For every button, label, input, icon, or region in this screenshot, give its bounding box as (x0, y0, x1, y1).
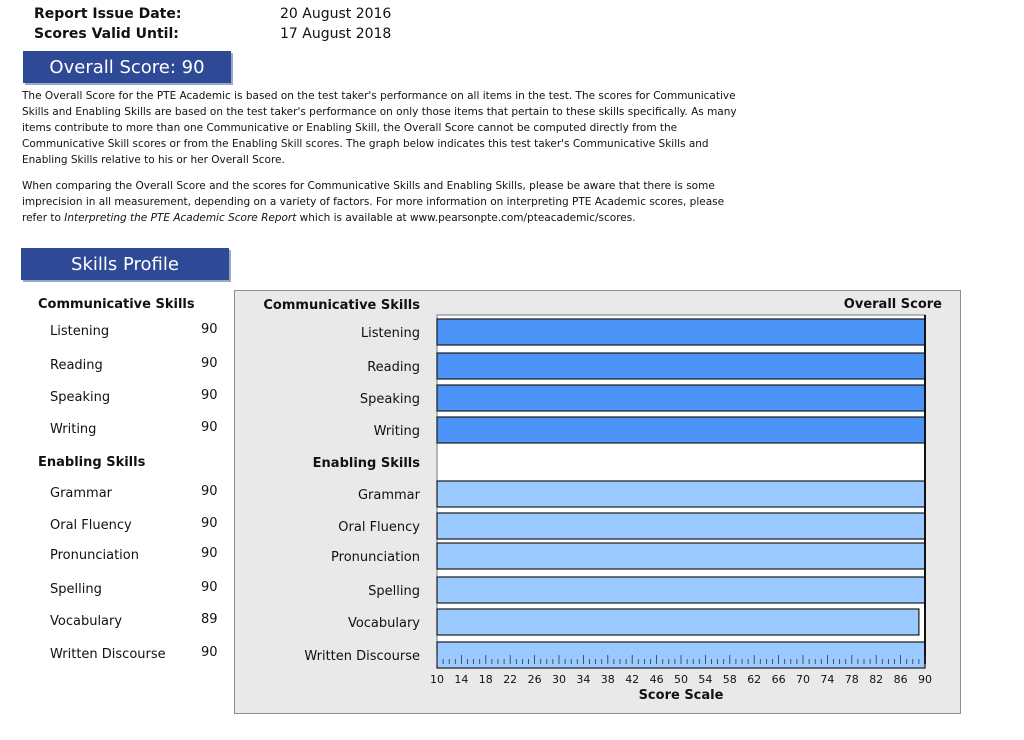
x-tick-label-78: 78 (844, 673, 859, 686)
issue-date-label: Report Issue Date: (34, 6, 182, 22)
x-tick-label-70: 70 (796, 673, 810, 686)
bar-oral-fluency (437, 513, 925, 539)
chart-skill-label-grammar: Grammar (357, 488, 420, 503)
x-tick-label-30: 30 (552, 673, 566, 686)
x-tick-label-22: 22 (503, 673, 518, 686)
note-text-before: When comparing the Overall Score and the scores for Communicative Skills and Enabling Skills, please be aware that there is some imprecision in all measurement, depending on a variety of factors. For more information on interpreting PTE Academic scores, please refer to (22, 180, 725, 224)
overall-explanation-paragraph: The Overall Score for the PTE Academic is based on the test taker's performance on all items in the test. The scores for Communicative Skills and Enabling Skills are based on the test taker's performance on only those items that pertain to these skills specifically. As many items contribute to more than one Communicative or Enabling Skill, the Overall Score cannot be computed directly from the Communicative Skill scores or from the Enabling Skill scores. The graph below indicates this test taker's Communicative Skills and Enabling Skills relative to his or her Overall Score. (22, 90, 737, 166)
list-skill-score-written-discourse: 90 (201, 645, 218, 660)
chart-skill-label-listening: Listening (360, 326, 420, 341)
skills-profile-banner: Skills Profile (21, 248, 229, 280)
list-skill-label-reading: Reading (50, 358, 103, 373)
comparison-note-paragraph (22, 178, 742, 226)
list-skill-score-pronunciation: 90 (201, 546, 218, 561)
chart-group-heading-enabling-skills: Enabling Skills (312, 456, 420, 471)
bar-writing (437, 417, 925, 443)
list-skill-label-writing: Writing (50, 422, 97, 437)
x-tick-label-90: 90 (918, 673, 932, 686)
list-skill-label-spelling: Spelling (50, 582, 102, 597)
skills-chart-svg (235, 291, 960, 713)
list-skill-label-oral-fluency: Oral Fluency (50, 518, 132, 533)
x-tick-label-74: 74 (820, 673, 835, 686)
valid-until-value: 17 August 2018 (280, 26, 392, 42)
x-tick-label-46: 46 (649, 673, 664, 686)
list-skill-label-listening: Listening (50, 324, 110, 339)
skills-profile-chart (234, 290, 961, 714)
x-tick-label-26: 26 (527, 673, 542, 686)
x-tick-label-62: 62 (747, 673, 762, 686)
x-tick-label-18: 18 (478, 673, 493, 686)
x-tick-label-82: 82 (869, 673, 884, 686)
valid-until-label: Scores Valid Until: (34, 26, 179, 42)
list-skill-score-speaking: 90 (201, 388, 218, 403)
x-tick-label-50: 50 (674, 673, 688, 686)
list-skill-score-vocabulary: 89 (201, 612, 218, 627)
x-tick-label-42: 42 (625, 673, 640, 686)
list-skill-score-oral-fluency: 90 (201, 516, 218, 531)
overall-score-banner: Overall Score: 90 (23, 51, 231, 83)
x-tick-label-54: 54 (698, 673, 713, 686)
x-tick-label-10: 10 (430, 673, 444, 686)
x-tick-label-58: 58 (722, 673, 737, 686)
x-tick-label-34: 34 (576, 673, 591, 686)
list-skill-score-listening: 90 (201, 322, 218, 337)
list-skill-score-reading: 90 (201, 356, 218, 371)
list-skill-label-pronunciation: Pronunciation (50, 548, 139, 563)
list-skill-score-writing: 90 (201, 420, 218, 435)
x-axis-title: Score Scale (638, 688, 724, 703)
list-skill-label-vocabulary: Vocabulary (50, 614, 123, 629)
list-group-heading-communicative-skills: Communicative Skills (38, 297, 195, 312)
bar-pronunciation (437, 543, 925, 569)
chart-skill-label-reading: Reading (367, 360, 420, 375)
chart-skill-label-spelling: Spelling (368, 584, 420, 599)
chart-group-heading-communicative-skills: Communicative Skills (263, 298, 420, 313)
issue-date-value: 20 August 2016 (280, 6, 392, 22)
chart-skill-label-written-discourse: Written Discourse (304, 649, 420, 664)
list-skill-label-grammar: Grammar (50, 486, 113, 501)
list-skill-label-written-discourse: Written Discourse (50, 647, 166, 662)
list-skill-score-grammar: 90 (201, 484, 218, 499)
chart-skill-label-oral-fluency: Oral Fluency (338, 520, 420, 535)
note-text-after: which is available at www.pearsonpte.com/pteacademic/scores. (296, 212, 636, 224)
x-tick-label-86: 86 (893, 673, 908, 686)
list-group-heading-enabling-skills: Enabling Skills (38, 455, 146, 470)
list-skill-score-spelling: 90 (201, 580, 218, 595)
bar-listening (437, 319, 925, 345)
x-tick-label-66: 66 (771, 673, 786, 686)
bar-reading (437, 353, 925, 379)
bar-grammar (437, 481, 925, 507)
bar-vocabulary (437, 609, 919, 635)
bar-speaking (437, 385, 925, 411)
score-report-guide-title: Interpreting the PTE Academic Score Report (64, 212, 297, 224)
chart-skill-label-vocabulary: Vocabulary (347, 616, 420, 631)
chart-skill-label-writing: Writing (373, 424, 420, 439)
x-tick-label-14: 14 (454, 673, 469, 686)
chart-skill-label-speaking: Speaking (359, 392, 420, 407)
overall-score-label: Overall Score (843, 297, 942, 312)
chart-skill-label-pronunciation: Pronunciation (331, 550, 420, 565)
x-tick-label-38: 38 (600, 673, 615, 686)
bar-spelling (437, 577, 925, 603)
list-skill-label-speaking: Speaking (50, 390, 111, 405)
